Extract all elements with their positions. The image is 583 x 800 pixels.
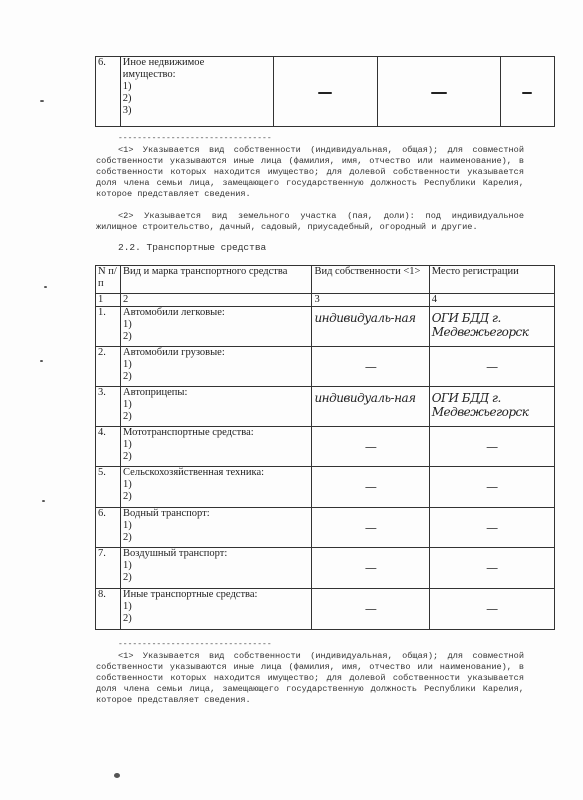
sub-item: 1)	[123, 399, 132, 410]
row-label	[121, 347, 312, 387]
row-label	[121, 427, 312, 467]
place-cell	[500, 57, 554, 127]
label-line: Иное недвижимое	[122, 57, 205, 68]
ownership-handwritten: —	[312, 467, 429, 508]
row-number: 1.	[96, 307, 121, 347]
row-label	[120, 57, 273, 127]
place-handwritten: —	[429, 508, 554, 548]
sub-item: 2)	[123, 331, 132, 342]
ownership-handwritten: —	[312, 548, 429, 589]
footnote-separator: --------------------------------	[118, 640, 272, 649]
label-line: имущество:	[122, 69, 176, 80]
row-label	[121, 508, 312, 548]
row-number: 4.	[96, 427, 121, 467]
row-title: Автомобили грузовые:	[123, 347, 225, 358]
table-row	[96, 387, 555, 427]
scan-speck	[114, 773, 120, 778]
header-type: Вид и марка транспортного средства	[121, 266, 312, 294]
header-num: N п/п	[96, 266, 121, 294]
sub-item: 1)	[123, 479, 132, 490]
place-handwritten: ОГИ БДД г. Медвежьегорск	[429, 387, 554, 427]
row-number: 3.	[96, 387, 121, 427]
ownership-handwritten: —	[312, 589, 429, 630]
sub-item: 1)	[123, 359, 132, 370]
real-estate-table	[95, 56, 555, 127]
row-title: Автоприцепы:	[123, 387, 188, 398]
scan-speck	[40, 360, 43, 362]
row-number: 7.	[96, 548, 121, 589]
place-handwritten: —	[429, 589, 554, 630]
colnum: 3	[312, 294, 429, 307]
sub-item: 2)	[123, 613, 132, 624]
table-row	[96, 508, 555, 548]
row-number: 8.	[96, 589, 121, 630]
area-cell	[274, 57, 377, 127]
colnum-row	[96, 294, 555, 307]
table-row	[96, 589, 555, 630]
place-handwritten: —	[429, 467, 554, 508]
row-title: Водный транспорт:	[123, 508, 210, 519]
label-line: 3)	[122, 105, 132, 116]
sub-item: 1)	[123, 560, 132, 571]
label-line: 2)	[122, 93, 132, 104]
table-row	[96, 427, 555, 467]
sub-item: 2)	[123, 451, 132, 462]
handwritten-dash	[522, 92, 532, 94]
row-title: Сельскохозяйственная техника:	[123, 467, 265, 478]
row-number: 2.	[96, 347, 121, 387]
footnote-1: <1> Указывается вид собственности (индивидуальная, общая); для совместной собственности указываются иные лица (фамилия, имя, отчество или наименование), в собственности которых находится имущество; для долевой собственности указывается доля члена семьи лица, замещающего государственную должность Республики Карелия, которое представляет сведения.	[96, 145, 524, 199]
row-title: Иные транспортные средства:	[123, 589, 258, 600]
ownership-handwritten: —	[312, 508, 429, 548]
ownership-cell	[377, 57, 500, 127]
handwritten-dash	[431, 92, 447, 94]
header-ownership: Вид собственности <1>	[312, 266, 429, 294]
ownership-handwritten: индивидуаль-ная	[312, 307, 429, 347]
table-row	[96, 347, 555, 387]
row-number: 5.	[96, 467, 121, 508]
table-row	[96, 467, 555, 508]
footnote-separator: --------------------------------	[118, 134, 272, 143]
row-number: 6.	[96, 508, 121, 548]
place-handwritten: —	[429, 427, 554, 467]
sub-item: 2)	[123, 411, 132, 422]
row-title: Воздушный транспорт:	[123, 548, 228, 559]
sub-item: 1)	[123, 319, 132, 330]
footnote-1: <1> Указывается вид собственности (индивидуальная, общая); для совместной собственности указываются иные лица (фамилия, имя, отчество или наименование), в собственности которых находится имущество; для долевой собственности указывается доля члена семьи лица, замещающего государственную должность Республики Карелия, которое представляет сведения.	[96, 651, 524, 705]
row-label	[121, 387, 312, 427]
table-row	[96, 548, 555, 589]
place-handwritten: ОГИ БДД г. Медвежьегорск	[429, 307, 554, 347]
sub-item: 1)	[123, 520, 132, 531]
sub-item: 2)	[123, 491, 132, 502]
row-label	[121, 548, 312, 589]
ownership-handwritten: индивидуаль-ная	[312, 387, 429, 427]
ownership-handwritten: —	[312, 427, 429, 467]
table-row	[96, 307, 555, 347]
colnum: 1	[96, 294, 121, 307]
colnum: 4	[429, 294, 554, 307]
place-handwritten: —	[429, 548, 554, 589]
sub-item: 1)	[123, 439, 132, 450]
sub-item: 2)	[123, 371, 132, 382]
header-row	[96, 266, 555, 294]
sub-item: 2)	[123, 532, 132, 543]
row-title: Автомобили легковые:	[123, 307, 225, 318]
place-handwritten: —	[429, 347, 554, 387]
row-title: Мототранспортные средства:	[123, 427, 254, 438]
row-number: 6.	[96, 57, 121, 127]
row-label	[121, 467, 312, 508]
ownership-handwritten: —	[312, 347, 429, 387]
scan-speck	[44, 286, 47, 288]
sub-item: 1)	[123, 601, 132, 612]
row-label	[121, 307, 312, 347]
row-label	[121, 589, 312, 630]
scan-speck	[42, 500, 45, 502]
handwritten-dash	[318, 92, 332, 94]
footnote-2: <2> Указывается вид земельного участка (пая, доли): под индивидуальное жилищное строительство, дачный, садовый, приусадебный, огородный и другие.	[96, 211, 524, 232]
colnum: 2	[121, 294, 312, 307]
header-place: Место регистрации	[429, 266, 554, 294]
table-row	[96, 57, 555, 127]
label-line: 1)	[122, 81, 132, 92]
sub-item: 2)	[123, 572, 132, 583]
transport-table	[95, 265, 555, 630]
scan-speck	[40, 100, 44, 102]
section-title: 2.2. Транспортные средства	[118, 242, 267, 253]
